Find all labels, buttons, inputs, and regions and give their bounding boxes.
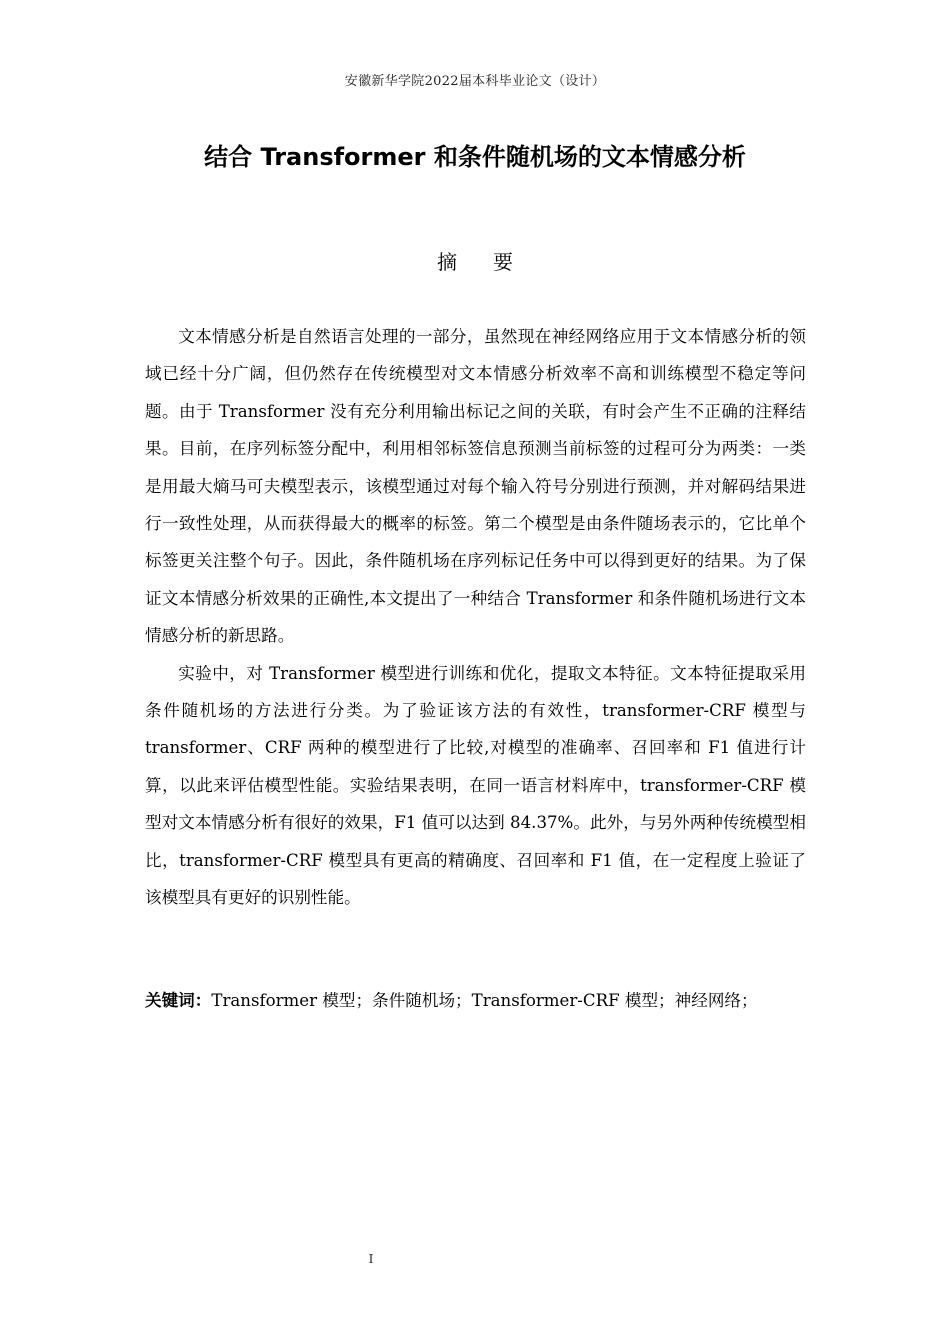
abstract-paragraph-1: 文本情感分析是自然语言处理的一部分，虽然现在神经网络应用于文本情感分析的领域已经十分广阔，但仍然存在传统模型对文本情感分析效率不高和训练模型不稳定等问题。由于 Transformer 没有充分利用输出标记之间的关联，有时会产生不正确的注释结果。目前，在序列标签分配中，利用相邻标签信息预测当前标签的过程可分为两类：一类是用最大熵马可夫模型表示，该模型通过对每个输入符号分别进行预测，并对解码结果进行一致性处理，从而获得最大的概率的标签。第二个模型是由条件随场表示的，它比单个标签更关注整个句子。因此，条件随机场在序列标记任务中可以得到更好的结果。为了保证文本情感分析效果的正确性,本文提出了一种结合 Transformer 和条件随机场进行文本情感分析的新思路。 [145, 327, 806, 646]
keywords-line [145, 986, 806, 1016]
thesis-title: 结合 Transformer 和条件随机场的文本情感分析 [204, 143, 746, 171]
abstract-paragraph-2: 实验中，对 Transformer 模型进行训练和优化，提取文本特征。文本特征提取采用条件随机场的方法进行分类。为了验证该方法的有效性，transformer-CRF 模型与 transformer、CRF 两种的模型进行了比较,对模型的准确率、召回率和 F1 值进行计算，以此来评估模型性能。实验结果表明，在同一语言材料库中，transformer-CRF 模型对文本情感分析有很好的效果，F1 值可以达到 84.37%。此外，与另外两种传统模型相比，transformer-CRF 模型具有更高的精确度、召回率和 F1 值，在一定程度上验证了该模型具有更好的识别性能。 [145, 663, 806, 908]
keywords-text: Transformer 模型；条件随机场；Transformer-CRF 模型；神经网络； [211, 991, 758, 1010]
abstract-heading: 摘要 [437, 250, 549, 274]
running-header: 安徽新华学院2022届本科毕业论文（设计） [344, 74, 606, 89]
page-number: I [368, 1252, 374, 1266]
abstract-body [145, 318, 806, 917]
keywords-label: 关键词： [145, 991, 212, 1010]
